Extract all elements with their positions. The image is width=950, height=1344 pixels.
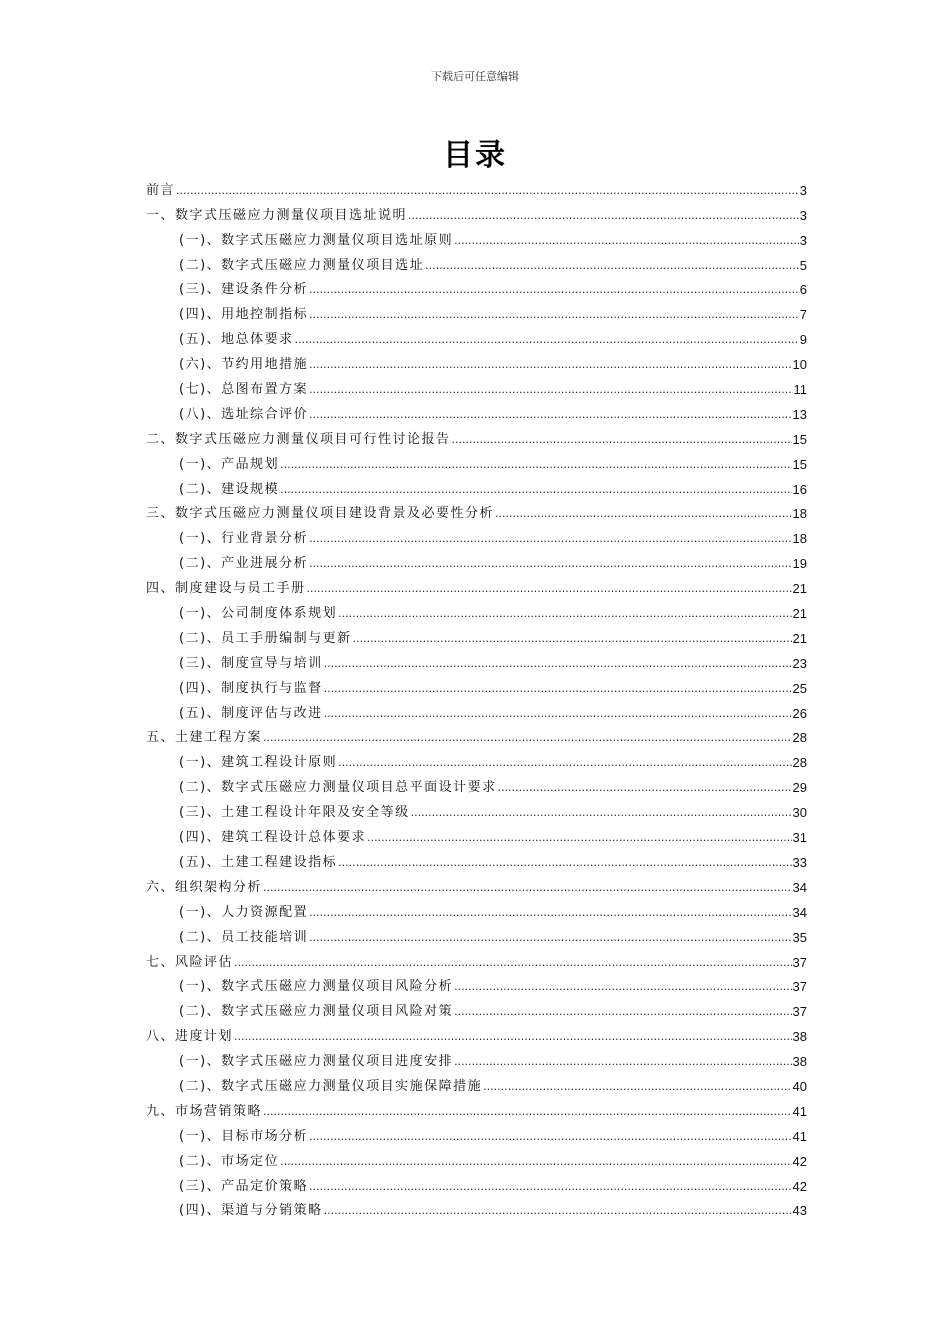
- toc-dot-leader: [295, 332, 799, 348]
- toc-dot-leader: [495, 506, 792, 522]
- toc-page-number: 10: [792, 357, 807, 373]
- toc-entry-title: (二)、数字式压磁应力测量仪项目选址: [179, 257, 425, 273]
- toc-entry-title: (二)、员工手册编制与更新: [179, 630, 352, 646]
- toc-dot-leader: [280, 482, 791, 498]
- toc-section-entry[interactable]: [146, 249, 807, 274]
- toc-section-entry[interactable]: [146, 323, 807, 348]
- toc-dot-leader: [452, 432, 792, 448]
- toc-dot-leader: [454, 233, 799, 249]
- toc-page-number: 34: [792, 904, 807, 920]
- header-note: 下载后可任意编辑: [431, 70, 519, 83]
- toc-section-entry[interactable]: [146, 522, 807, 547]
- toc-page-number: 18: [792, 506, 807, 522]
- toc-dot-leader: [367, 830, 791, 846]
- toc-page-number: 6: [799, 282, 807, 298]
- toc-chapter-entry[interactable]: [146, 174, 807, 199]
- toc-dot-leader: [309, 282, 799, 298]
- toc-chapter-entry[interactable]: [146, 572, 807, 597]
- toc-chapter-entry[interactable]: [146, 946, 807, 971]
- toc-page-number: 23: [792, 655, 807, 671]
- toc-entry-title: (二)、市场定位: [179, 1153, 280, 1169]
- toc-entry-title: (四)、建筑工程设计总体要求: [179, 830, 367, 846]
- toc-chapter-entry[interactable]: [146, 199, 807, 224]
- toc-entry-title: (二)、产业进展分析: [179, 556, 309, 572]
- toc-entry-title: 八、进度计划: [146, 1029, 234, 1045]
- toc-section-entry[interactable]: [146, 896, 807, 921]
- toc-entry-title: (一)、数字式压磁应力测量仪项目进度安排: [179, 1054, 454, 1070]
- toc-title: 目录: [443, 138, 507, 173]
- toc-dot-leader: [234, 1029, 792, 1045]
- toc-dot-leader: [483, 1079, 791, 1095]
- toc-dot-leader: [498, 780, 792, 796]
- toc-section-entry[interactable]: [146, 622, 807, 647]
- toc-section-entry[interactable]: [146, 398, 807, 423]
- toc-entry-title: (四)、制度执行与监督: [179, 680, 323, 696]
- toc-section-entry[interactable]: [146, 298, 807, 323]
- toc-dot-leader: [309, 1129, 791, 1145]
- toc-section-entry[interactable]: [146, 224, 807, 249]
- toc-section-entry[interactable]: [146, 697, 807, 722]
- toc-dot-leader: [338, 606, 791, 622]
- toc-section-entry[interactable]: [146, 1045, 807, 1070]
- toc-dot-leader: [309, 556, 791, 572]
- toc-dot-leader: [309, 407, 791, 423]
- toc-dot-leader: [309, 1179, 791, 1195]
- toc-page-number: 3: [799, 182, 807, 198]
- toc-entry-title: (三)、土建工程设计年限及安全等级: [179, 805, 410, 821]
- toc-page-number: 25: [792, 680, 807, 696]
- toc-page-number: 11: [793, 382, 807, 398]
- toc-dot-leader: [353, 631, 792, 647]
- toc-chapter-entry[interactable]: [146, 722, 807, 747]
- toc-entry-title: (四)、渠道与分销策略: [179, 1203, 323, 1219]
- toc-dot-leader: [280, 1154, 791, 1170]
- toc-dot-leader: [309, 930, 791, 946]
- toc-page-number: 30: [792, 805, 807, 821]
- toc-entry-title: (三)、建设条件分析: [179, 282, 309, 298]
- toc-entry-title: (二)、数字式压磁应力测量仪项目实施保障措施: [179, 1078, 483, 1094]
- toc-entry-title: 六、组织架构分析: [146, 879, 263, 895]
- toc-chapter-entry[interactable]: [146, 871, 807, 896]
- toc-page-number: 37: [792, 954, 807, 970]
- toc-section-entry[interactable]: [146, 274, 807, 299]
- toc-dot-leader: [309, 357, 791, 373]
- toc-dot-leader: [307, 581, 792, 597]
- toc-entry-title: (二)、数字式压磁应力测量仪项目风险对策: [179, 1004, 454, 1020]
- toc-entry-title: (八)、选址综合评价: [179, 406, 309, 422]
- toc-chapter-entry[interactable]: [146, 423, 807, 448]
- toc-dot-leader: [309, 307, 799, 323]
- toc-page-number: 21: [792, 581, 807, 597]
- toc-section-entry[interactable]: [146, 547, 807, 572]
- toc-dot-leader: [408, 208, 799, 224]
- toc-entry-title: (三)、制度宣导与培训: [179, 655, 323, 671]
- toc-section-entry[interactable]: [146, 473, 807, 498]
- toc-page-number: 37: [792, 979, 807, 995]
- toc-page-number: 42: [792, 1153, 807, 1169]
- toc-page-number: 34: [792, 879, 807, 895]
- toc-entry-title: (一)、建筑工程设计原则: [179, 755, 338, 771]
- toc-dot-leader: [263, 880, 792, 896]
- toc-page-number: 42: [792, 1178, 807, 1194]
- toc-entry-title: 九、市场营销策略: [146, 1103, 263, 1119]
- toc-entry-title: (三)、产品定价策略: [179, 1178, 309, 1194]
- toc-dot-leader: [411, 805, 792, 821]
- toc-section-entry[interactable]: [146, 746, 807, 771]
- toc-dot-leader: [324, 1203, 792, 1219]
- toc-entry-title: 前言: [146, 182, 176, 198]
- toc-page-number: 43: [792, 1203, 807, 1219]
- toc-page-number: 33: [792, 854, 807, 870]
- toc-page-number: 40: [792, 1078, 807, 1094]
- toc-page-number: 3: [799, 207, 807, 223]
- toc-page-number: 18: [792, 531, 807, 547]
- toc-dot-leader: [309, 905, 791, 921]
- toc-dot-leader: [176, 183, 799, 199]
- toc-entry-title: (一)、数字式压磁应力测量仪项目选址原则: [179, 232, 454, 248]
- toc-entry-title: (五)、地总体要求: [179, 332, 294, 348]
- toc-dot-leader: [454, 979, 791, 995]
- toc-dot-leader: [324, 681, 792, 697]
- toc-section-entry[interactable]: [146, 846, 807, 871]
- toc-entry-title: (一)、行业背景分析: [179, 531, 309, 547]
- toc-entry-title: 三、数字式压磁应力测量仪项目建设背景及必要性分析: [146, 506, 495, 522]
- toc-entry-title: (一)、数字式压磁应力测量仪项目风险分析: [179, 979, 454, 995]
- toc-section-entry[interactable]: [146, 1145, 807, 1170]
- toc-dot-leader: [425, 258, 799, 274]
- toc-entry-title: (一)、公司制度体系规划: [179, 606, 338, 622]
- toc-page-number: 7: [799, 307, 807, 323]
- toc-page-number: 15: [792, 456, 807, 472]
- toc-entry-title: 七、风险评估: [146, 954, 234, 970]
- toc-entry-title: (一)、产品规划: [179, 456, 280, 472]
- toc-entry-title: (二)、建设规模: [179, 481, 280, 497]
- toc-dot-leader: [324, 706, 792, 722]
- toc-section-entry[interactable]: [146, 921, 807, 946]
- toc-section-entry[interactable]: [146, 1120, 807, 1145]
- toc-page-number: 41: [792, 1128, 807, 1144]
- toc-entry-title: (六)、节约用地措施: [179, 357, 309, 373]
- toc-page-number: 19: [792, 556, 807, 572]
- toc-dot-leader: [263, 730, 792, 746]
- toc-entry-title: (二)、员工技能培训: [179, 929, 309, 945]
- toc-entry-title: 五、土建工程方案: [146, 730, 263, 746]
- toc-entry-title: (二)、数字式压磁应力测量仪项目总平面设计要求: [179, 780, 497, 796]
- toc-section-entry[interactable]: [146, 597, 807, 622]
- toc-chapter-entry[interactable]: [146, 498, 807, 523]
- toc-section-entry[interactable]: [146, 373, 807, 398]
- toc-entry-title: (一)、人力资源配置: [179, 904, 309, 920]
- toc-page-number: 15: [792, 431, 807, 447]
- toc-page-number: 3: [799, 232, 807, 248]
- toc-page-number: 28: [792, 755, 807, 771]
- toc-dot-leader: [309, 531, 791, 547]
- toc-entry-title: 四、制度建设与员工手册: [146, 581, 306, 597]
- toc-section-entry[interactable]: [146, 821, 807, 846]
- toc-chapter-entry[interactable]: [146, 1095, 807, 1120]
- toc-section-entry[interactable]: [146, 971, 807, 996]
- toc-page-number: 37: [792, 1004, 807, 1020]
- toc-chapter-entry[interactable]: [146, 1020, 807, 1045]
- toc-section-entry[interactable]: [146, 672, 807, 697]
- toc-page-number: 5: [799, 257, 807, 273]
- toc-section-entry[interactable]: [146, 1170, 807, 1195]
- toc-page-number: 9: [799, 332, 807, 348]
- toc-entry-title: (四)、用地控制指标: [179, 307, 309, 323]
- toc-section-entry[interactable]: [146, 995, 807, 1020]
- toc-page-number: 35: [792, 929, 807, 945]
- toc-dot-leader: [338, 755, 791, 771]
- toc-entry-title: (七)、总图布置方案: [179, 382, 309, 398]
- toc-section-entry[interactable]: [146, 1195, 807, 1220]
- toc-entry-title: (五)、土建工程建设指标: [179, 854, 338, 870]
- toc-dot-leader: [280, 457, 791, 473]
- toc-page-number: 21: [792, 630, 807, 646]
- toc-section-entry[interactable]: [146, 647, 807, 672]
- toc-dot-leader: [309, 382, 792, 398]
- toc-page-number: 29: [792, 780, 807, 796]
- toc-page-number: 38: [792, 1029, 807, 1045]
- toc-dot-leader: [324, 656, 792, 672]
- toc-section-entry[interactable]: [146, 348, 807, 373]
- table-of-contents: [146, 174, 807, 1219]
- toc-section-entry[interactable]: [146, 448, 807, 473]
- toc-dot-leader: [234, 955, 792, 971]
- toc-page-number: 13: [792, 406, 807, 422]
- toc-section-entry[interactable]: [146, 1070, 807, 1095]
- toc-page-number: 38: [792, 1054, 807, 1070]
- toc-page-number: 41: [792, 1103, 807, 1119]
- toc-page-number: 16: [792, 481, 807, 497]
- toc-entry-title: (一)、目标市场分析: [179, 1128, 309, 1144]
- toc-dot-leader: [454, 1004, 791, 1020]
- toc-section-entry[interactable]: [146, 771, 807, 796]
- toc-dot-leader: [263, 1104, 792, 1120]
- toc-entry-title: 二、数字式压磁应力测量仪项目可行性讨论报告: [146, 431, 451, 447]
- toc-entry-title: 一、数字式压磁应力测量仪项目选址说明: [146, 207, 408, 223]
- toc-page-number: 26: [792, 705, 807, 721]
- toc-page-number: 21: [792, 606, 807, 622]
- toc-dot-leader: [338, 855, 791, 871]
- toc-page-number: 28: [792, 730, 807, 746]
- toc-entry-title: (五)、制度评估与改进: [179, 705, 323, 721]
- toc-page-number: 31: [792, 830, 807, 846]
- toc-dot-leader: [454, 1054, 791, 1070]
- toc-section-entry[interactable]: [146, 796, 807, 821]
